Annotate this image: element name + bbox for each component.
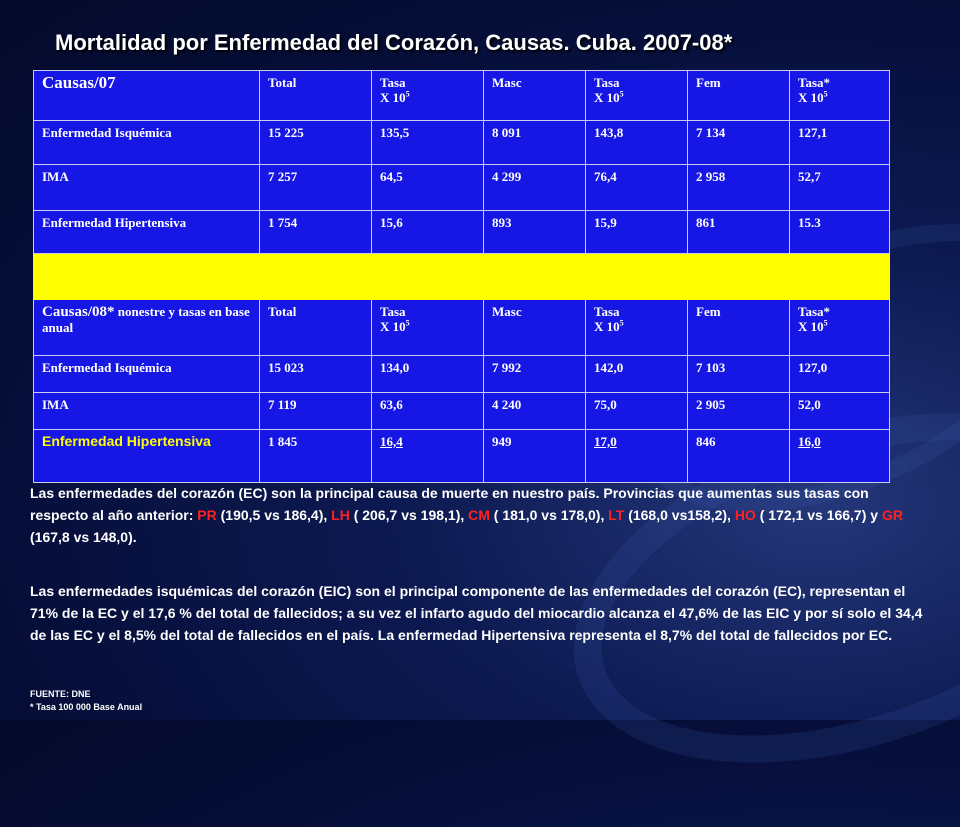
cell-tasa: 135,5 [372,121,484,165]
cell-total: 1 754 [260,211,372,254]
header-fem: Fem [688,300,790,356]
cell-masc: 893 [484,211,586,254]
cell-tasa: 64,5 [372,165,484,211]
cell-tasa-fem: 52,7 [790,165,890,211]
mortality-table [33,70,890,483]
header-tasa: Tasa X $10^5$ [372,71,484,121]
cell-tasa: 16,4 [372,430,484,483]
cell-total: 15 225 [260,121,372,165]
cell-masc: 949 [484,430,586,483]
header-causas-08: Causas/08* nonestre y tasas en base anual [34,300,260,356]
paragraph-ischemic: Las enfermedades isquémicas del corazón (EIC) son el principal componente de las enfermedades del corazón (EC), representan el 71% de la EC y el 17,6 % del total de fallecidos; a su vez el infarto agudo del miocardio alcanza el 47,6% de las EIC y por sí solo el 34,4 de las EC y el 8,5% del total de fallecidos en el país. La enfermedad Hipertensiva representa el 8,7% del total de fallecidos por EC. [30,583,923,643]
table-row [34,356,890,393]
cell-tasa-masc: 143,8 [586,121,688,165]
cell-tasa-masc: 142,0 [586,356,688,393]
cell-fem: 2 905 [688,393,790,430]
highlighted-cause: Enfermedad Hipertensiva [42,433,211,449]
cell-cause: Enfermedad Isquémica [34,356,260,393]
cell-fem: 7 103 [688,356,790,393]
header-causas-07: Causas/07 [34,71,260,121]
cell-total: 7 119 [260,393,372,430]
slide-title: Mortalidad por Enfermedad del Corazón, Causas. Cuba. 2007-08* [55,30,733,55]
header-tasa-fem: Tasa* X $10^5$ [790,71,890,121]
province-ho: HO [734,507,756,523]
rate-note: * Tasa 100 000 Base Anual [30,702,143,712]
source-note: FUENTE: DNE [30,689,91,699]
header-fem: Fem [688,71,790,121]
cell-masc: 8 091 [484,121,586,165]
header-tasa-fem: Tasa* X $10^5$ [790,300,890,356]
header-tasa: Tasa X $10^5$ [372,300,484,356]
paragraph-provinces: Las enfermedades del corazón (EC) son la principal causa de muerte en nuestro país. Provincias que aumentas sus tasas con respecto al año anterior: PR (190,5 vs 186,4), LH ( 206,7 vs 198,1), CM ( 181,0 vs 178,0), LT (168,0 vs158,2), HO ( 172,1 vs 166,7) y GR (167,8 vs 148,0). [30,485,903,545]
cell-cause: IMA [34,165,260,211]
cell-tasa-fem: 52,0 [790,393,890,430]
table-row [34,211,890,254]
cell-tasa-fem: 16,0 [790,430,890,483]
cell-tasa-masc: 75,0 [586,393,688,430]
separator-row [34,254,890,300]
province-lt: LT [608,507,625,523]
header-tasa-masc: Tasa X $10^5$ [586,300,688,356]
header-row-2008 [34,300,890,356]
cell-tasa-fem: 127,0 [790,356,890,393]
province-lh: LH [331,507,350,523]
cell-masc: 4 240 [484,393,586,430]
cell-cause [34,430,260,483]
table-row [34,121,890,165]
cell-total: 1 845 [260,430,372,483]
cell-cause: Enfermedad Hipertensiva [34,211,260,254]
cell-cause: IMA [34,393,260,430]
header-masc: Masc [484,300,586,356]
cell-fem: 2 958 [688,165,790,211]
table-row [34,165,890,211]
cell-total: 15 023 [260,356,372,393]
cell-tasa-masc: 76,4 [586,165,688,211]
cell-tasa: 15,6 [372,211,484,254]
cell-fem: 7 134 [688,121,790,165]
cell-cause: Enfermedad Isquémica [34,121,260,165]
cell-masc: 7 992 [484,356,586,393]
footnote [30,688,142,714]
header-total: Total [260,300,372,356]
header-total: Total [260,71,372,121]
table-row [34,430,890,483]
header-row-2007 [34,71,890,121]
table-row [34,393,890,430]
cell-masc: 4 299 [484,165,586,211]
cell-fem: 861 [688,211,790,254]
header-masc: Masc [484,71,586,121]
province-gr: GR [881,507,903,523]
province-pr: PR [197,507,217,523]
province-cm: CM [468,507,490,523]
cell-tasa-fem: 15.3 [790,211,890,254]
cell-fem: 846 [688,430,790,483]
cell-tasa-masc: 17,0 [586,430,688,483]
cell-tasa-masc: 15,9 [586,211,688,254]
cell-tasa: 63,6 [372,393,484,430]
header-tasa-masc: Tasa X $10^5$ [586,71,688,121]
cell-tasa: 134,0 [372,356,484,393]
yellow-separator [34,254,890,300]
cell-tasa-fem: 127,1 [790,121,890,165]
cell-total: 7 257 [260,165,372,211]
